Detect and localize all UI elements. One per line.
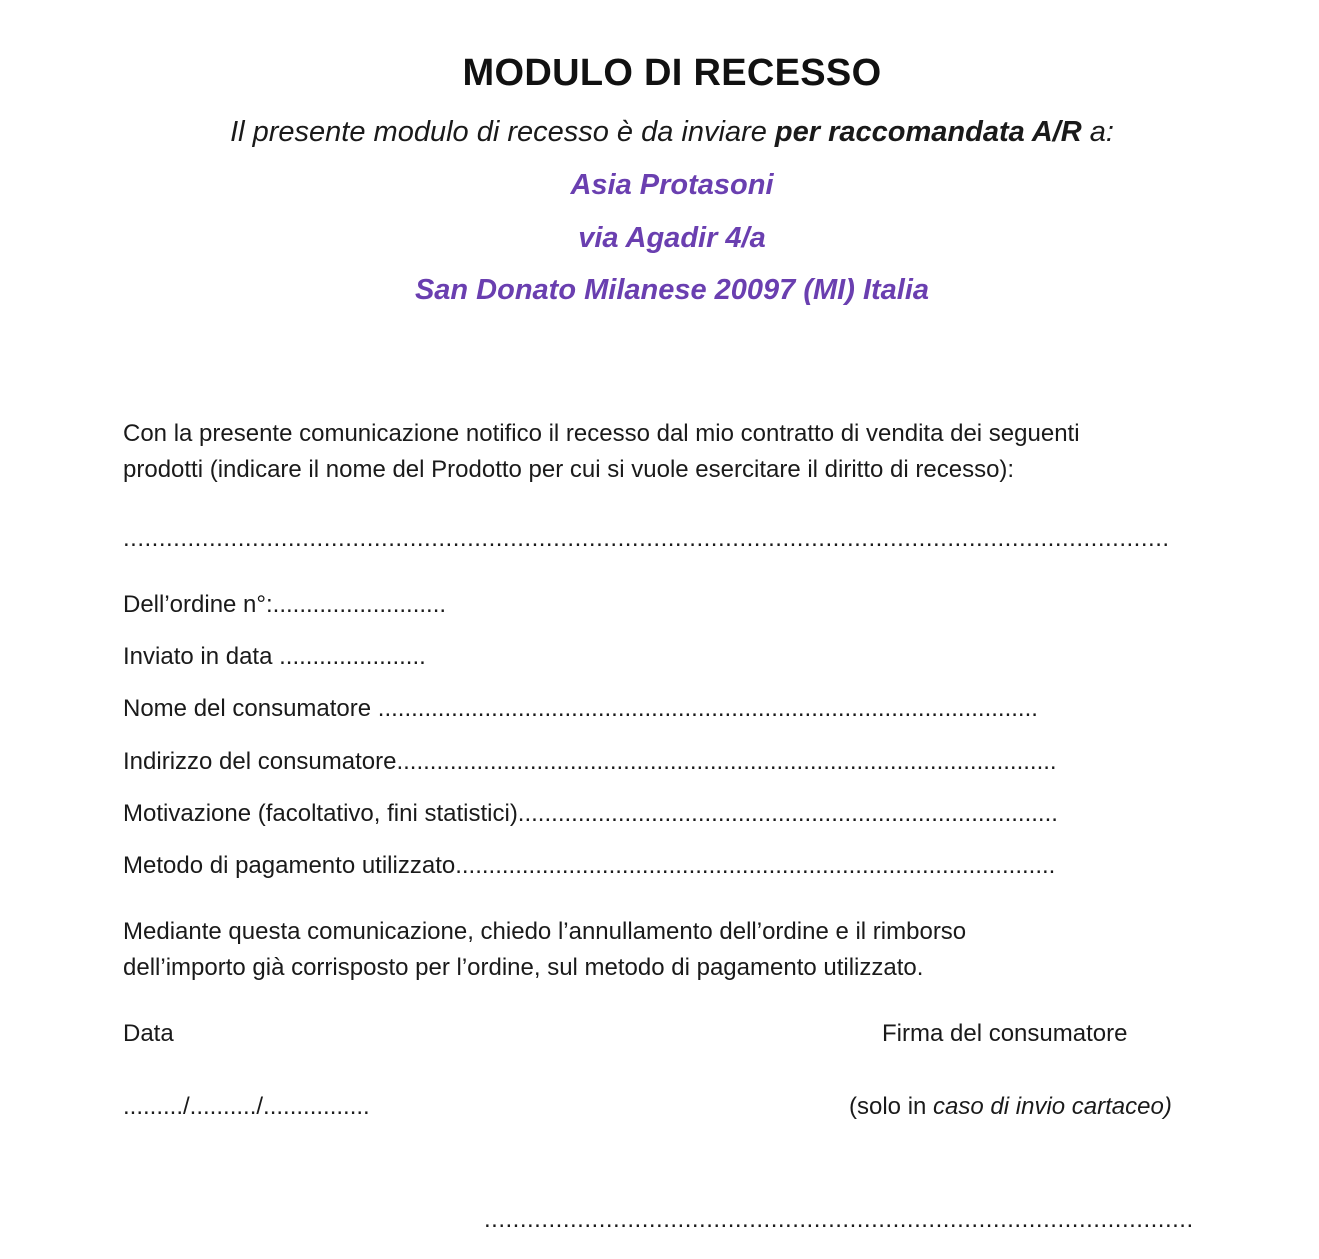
closing-paragraph <box>123 914 966 986</box>
consumer-name-field[interactable]: Nome del consumatore ................................................................................................... <box>123 695 1038 722</box>
signature-note-italic: caso di invio cartaceo) <box>933 1093 1172 1120</box>
reason-field[interactable]: Motivazione (facoltativo, fini statistici)................................................................................. <box>123 800 1058 827</box>
recipient-city: San Donato Milanese 20097 (MI) Italia <box>414 274 930 306</box>
signature-note <box>849 1093 1172 1121</box>
recipient-name: Asia Protasoni <box>570 169 774 201</box>
form-subtitle <box>0 116 1319 149</box>
signature-note-start: (solo in <box>849 1093 934 1120</box>
closing-line-2: dell’importo già corrisposto per l’ordine, sul metodo di pagamento utilizzato. <box>123 954 924 981</box>
subtitle-text-start: Il presente modulo di recesso è da inviare <box>230 116 775 148</box>
signature-fill-line[interactable]: ................................................................................................... <box>484 1206 1194 1233</box>
intro-line-1: Con la presente comunicazione notifico il recesso dal mio contratto di vendita dei seguenti <box>123 420 1080 447</box>
sent-date-field[interactable]: Inviato in data ...................... <box>123 643 426 670</box>
subtitle-text-end: a: <box>1081 116 1114 148</box>
closing-line-1: Mediante questa comunicazione, chiedo l’annullamento dell’ordine e il rimborso <box>123 918 967 945</box>
intro-line-2: prodotti (indicare il nome del Prodotto per cui si vuole esercitare il diritto di recesso): <box>123 456 1015 483</box>
consumer-address-field[interactable]: Indirizzo del consumatore................................................................................................... <box>123 748 1057 775</box>
form-title: MODULO DI RECESSO <box>462 52 882 94</box>
signature-label: Firma del consumatore <box>882 1020 1128 1047</box>
subtitle-text-bold: per raccomandata A/R <box>774 116 1082 148</box>
order-number-field[interactable]: Dell’ordine n°:.......................... <box>123 591 447 618</box>
product-fill-line[interactable]: .................................................................................................................................................. <box>123 525 1170 552</box>
date-fill-line[interactable]: ........./........../................ <box>123 1093 370 1120</box>
payment-method-field[interactable]: Metodo di pagamento utilizzato.......................................................................................... <box>123 852 1056 879</box>
date-label: Data <box>123 1020 174 1047</box>
intro-paragraph <box>123 416 1080 488</box>
recipient-street: via Agadir 4/a <box>578 222 766 254</box>
